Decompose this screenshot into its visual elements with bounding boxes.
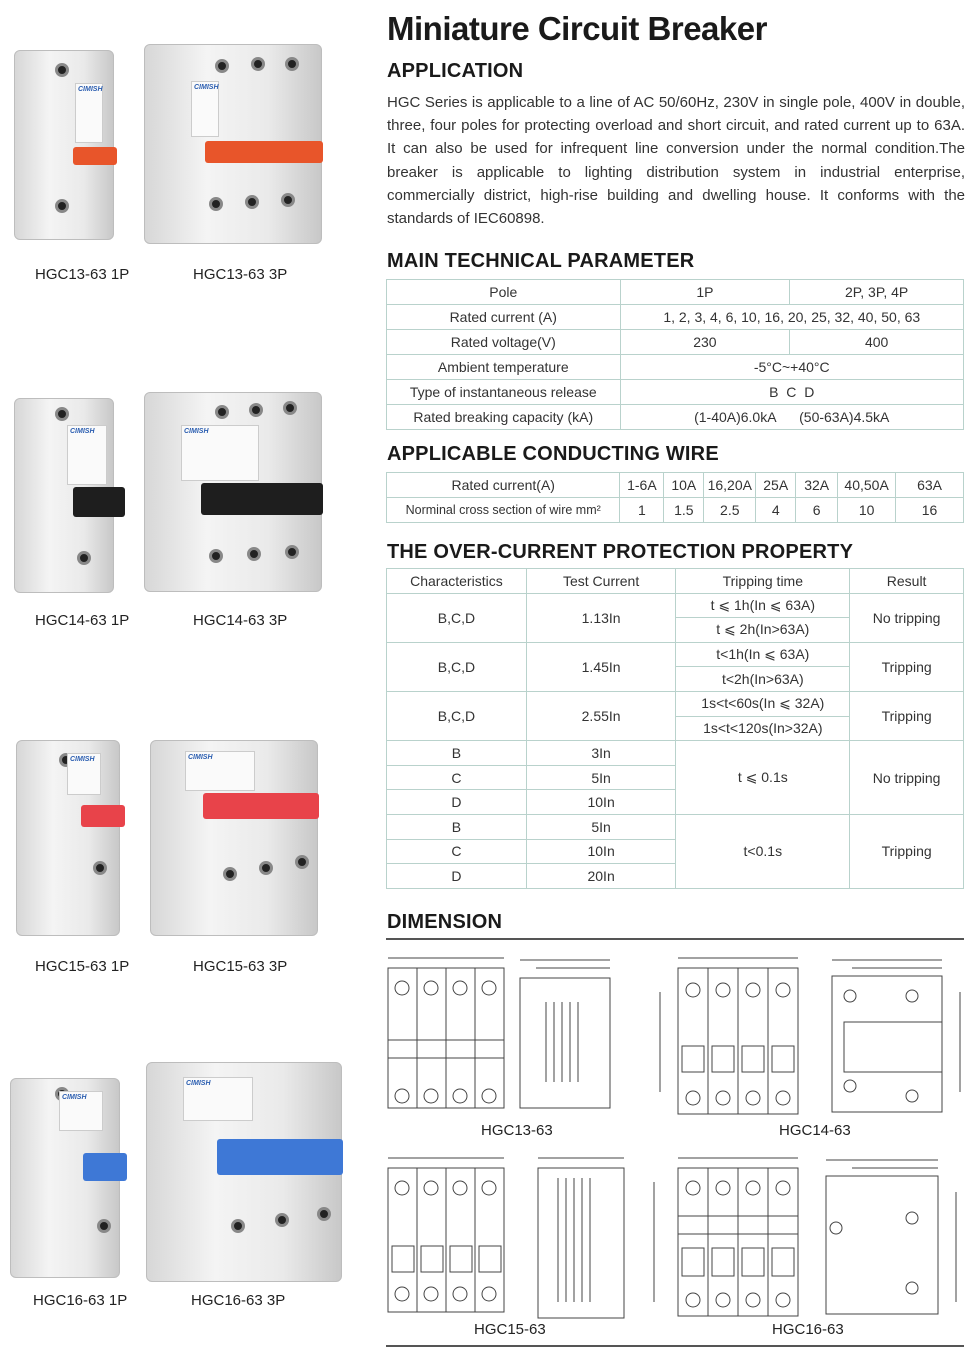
dimension-caption-hgc14: HGC14-63 [779, 1122, 851, 1139]
section-heading-main-parameter: MAIN TECHNICAL PARAMETER [387, 250, 695, 272]
toggle-lever [73, 487, 125, 517]
table-cell: 40,50A [838, 473, 896, 498]
toggle-lever [81, 805, 125, 827]
caption-hgc16-3p: HGC16-63 3P [191, 1292, 286, 1309]
table-cell: Rated breaking capacity (kA) [387, 405, 621, 430]
table-cell: No tripping [850, 593, 964, 642]
table-row [387, 280, 964, 305]
column-header: Tripping time [676, 569, 850, 594]
table-row [387, 330, 964, 355]
table-cell: 32A [796, 473, 838, 498]
table-cell: 1s<t<120s(In>32A) [676, 716, 850, 741]
table-cell: Type of instantaneous release [387, 380, 621, 405]
brand-logo: CIMISH [184, 428, 209, 435]
table-header-row [387, 569, 964, 594]
product-hgc15-1p [16, 740, 126, 940]
caption-hgc16-1p: HGC16-63 1P [33, 1292, 128, 1309]
table-row [387, 741, 964, 766]
table-cell: B C D [620, 380, 964, 405]
table-cell: C [387, 765, 527, 790]
table-cell: (1-40A)6.0kA (50-63A)4.5kA [620, 405, 964, 430]
product-hgc13-3p [144, 44, 324, 254]
table-cell: 1.5 [664, 498, 704, 523]
product-hgc16-3p [146, 1062, 346, 1284]
dimension-caption-hgc15: HGC15-63 [474, 1321, 546, 1338]
table-row [387, 498, 964, 523]
dimension-divider [386, 938, 964, 940]
dimension-caption-hgc13: HGC13-63 [481, 1122, 553, 1139]
caption-hgc14-1p: HGC14-63 1P [35, 612, 130, 629]
toggle-lever [201, 483, 323, 515]
brand-logo: CIMISH [62, 1094, 87, 1101]
product-hgc16-1p [10, 1078, 124, 1278]
table-cell: 1.45In [526, 642, 676, 691]
table-row [387, 593, 964, 618]
table-cell: Tripping [850, 642, 964, 691]
toggle-lever [83, 1153, 127, 1181]
column-header: Characteristics [387, 569, 527, 594]
brand-logo: CIMISH [70, 756, 95, 763]
brand-logo: CIMISH [188, 754, 213, 761]
table-row [387, 355, 964, 380]
section-heading-wire: APPLICABLE CONDUCTING WIRE [387, 443, 719, 465]
product-gallery [0, 0, 370, 1353]
table-cell: 10In [526, 790, 676, 815]
table-cell: t<1h(In ⩽ 63A) [676, 642, 850, 667]
caption-hgc13-3p: HGC13-63 3P [193, 266, 288, 283]
table-cell: 2P, 3P, 4P [790, 280, 964, 305]
table-cell: t ⩽ 0.1s [676, 741, 850, 815]
brand-logo: CIMISH [186, 1080, 211, 1087]
page-title: Miniature Circuit Breaker [387, 10, 767, 47]
table-cell: 16,20A [704, 473, 756, 498]
brand-logo: CIMISH [78, 86, 103, 93]
main-parameter-table [386, 279, 964, 430]
column-header: Result [850, 569, 964, 594]
dimension-drawing-hgc15 [386, 1152, 666, 1322]
table-cell: 10In [526, 839, 676, 864]
product-hgc13-1p [14, 50, 124, 250]
table-cell: B,C,D [387, 593, 527, 642]
table-cell: Rated voltage(V) [387, 330, 621, 355]
table-cell: t ⩽ 1h(In ⩽ 63A) [676, 593, 850, 618]
caption-hgc15-1p: HGC15-63 1P [35, 958, 130, 975]
table-row [387, 691, 964, 716]
table-cell: No tripping [850, 741, 964, 815]
table-cell: Rated current(A) [387, 473, 620, 498]
bottom-divider [386, 1345, 964, 1347]
table-cell: t<2h(In>63A) [676, 667, 850, 692]
table-cell: 400 [790, 330, 964, 355]
wire-table [386, 472, 964, 523]
application-text: HGC Series is applicable to a line of AC 50/60Hz, 230V in single pole, 400V in double, three, four poles for protecting overload and short circuit, and rated current up to 63A. It can also be used for infrequent line conversion under the normal condition.The breaker is applicable to lighting distribution system in industrial enterprise, commercially district, high-rise building and dwelling house. It conforms with the standards of IEC60898. [387, 94, 965, 228]
dimension-drawing-hgc14 [676, 952, 966, 1122]
toggle-lever [203, 793, 319, 819]
table-cell: t ⩽ 2h(In>63A) [676, 618, 850, 643]
table-cell: 1s<t<60s(In ⩽ 32A) [676, 691, 850, 716]
table-cell: B [387, 814, 527, 839]
column-header: Test Current [526, 569, 676, 594]
caption-hgc13-1p: HGC13-63 1P [35, 266, 130, 283]
table-cell: C [387, 839, 527, 864]
table-cell: Norminal cross section of wire mm² [387, 498, 620, 523]
dimension-drawing-hgc16 [676, 1152, 966, 1322]
table-cell: Rated current (A) [387, 305, 621, 330]
table-cell: 2.55In [526, 691, 676, 740]
table-cell: 5In [526, 814, 676, 839]
table-cell: Pole [387, 280, 621, 305]
table-cell: Tripping [850, 691, 964, 740]
table-cell: 1P [620, 280, 790, 305]
table-row [387, 814, 964, 839]
toggle-lever [73, 147, 117, 165]
table-row [387, 405, 964, 430]
toggle-lever [205, 141, 323, 163]
protection-table [386, 568, 964, 889]
brand-logo: CIMISH [194, 84, 219, 91]
caption-hgc15-3p: HGC15-63 3P [193, 958, 288, 975]
table-row [387, 473, 964, 498]
dimension-caption-hgc16: HGC16-63 [772, 1321, 844, 1338]
table-cell: B [387, 741, 527, 766]
table-cell: 2.5 [704, 498, 756, 523]
table-row [387, 380, 964, 405]
table-cell: D [387, 864, 527, 889]
table-cell: 1.13In [526, 593, 676, 642]
table-cell: t<0.1s [676, 814, 850, 888]
table-cell: 16 [896, 498, 964, 523]
table-cell: 10A [664, 473, 704, 498]
table-cell: 25A [756, 473, 796, 498]
dimension-drawing-hgc13 [386, 952, 666, 1122]
table-cell: 63A [896, 473, 964, 498]
table-cell: D [387, 790, 527, 815]
table-row [387, 642, 964, 667]
table-cell: 10 [838, 498, 896, 523]
table-cell: 230 [620, 330, 790, 355]
table-cell: -5°C~+40°C [620, 355, 964, 380]
brand-logo: CIMISH [70, 428, 95, 435]
table-cell: 4 [756, 498, 796, 523]
section-heading-dimension: DIMENSION [387, 911, 503, 933]
table-cell: B,C,D [387, 691, 527, 740]
toggle-lever [217, 1139, 343, 1175]
table-cell: Ambient temperature [387, 355, 621, 380]
table-cell: 3In [526, 741, 676, 766]
table-cell: 1-6A [620, 473, 664, 498]
section-heading-application: APPLICATION [387, 60, 524, 82]
table-cell: Tripping [850, 814, 964, 888]
table-cell: B,C,D [387, 642, 527, 691]
product-hgc14-1p [14, 398, 124, 598]
product-hgc15-3p [150, 740, 320, 940]
section-heading-protection: THE OVER-CURRENT PROTECTION PROPERTY [387, 541, 854, 563]
table-cell: 20In [526, 864, 676, 889]
table-cell: 6 [796, 498, 838, 523]
table-cell: 1 [620, 498, 664, 523]
product-hgc14-3p [144, 392, 324, 602]
caption-hgc14-3p: HGC14-63 3P [193, 612, 288, 629]
table-row [387, 305, 964, 330]
table-cell: 5In [526, 765, 676, 790]
table-cell: 1, 2, 3, 4, 6, 10, 16, 20, 25, 32, 40, 50, 63 [620, 305, 964, 330]
